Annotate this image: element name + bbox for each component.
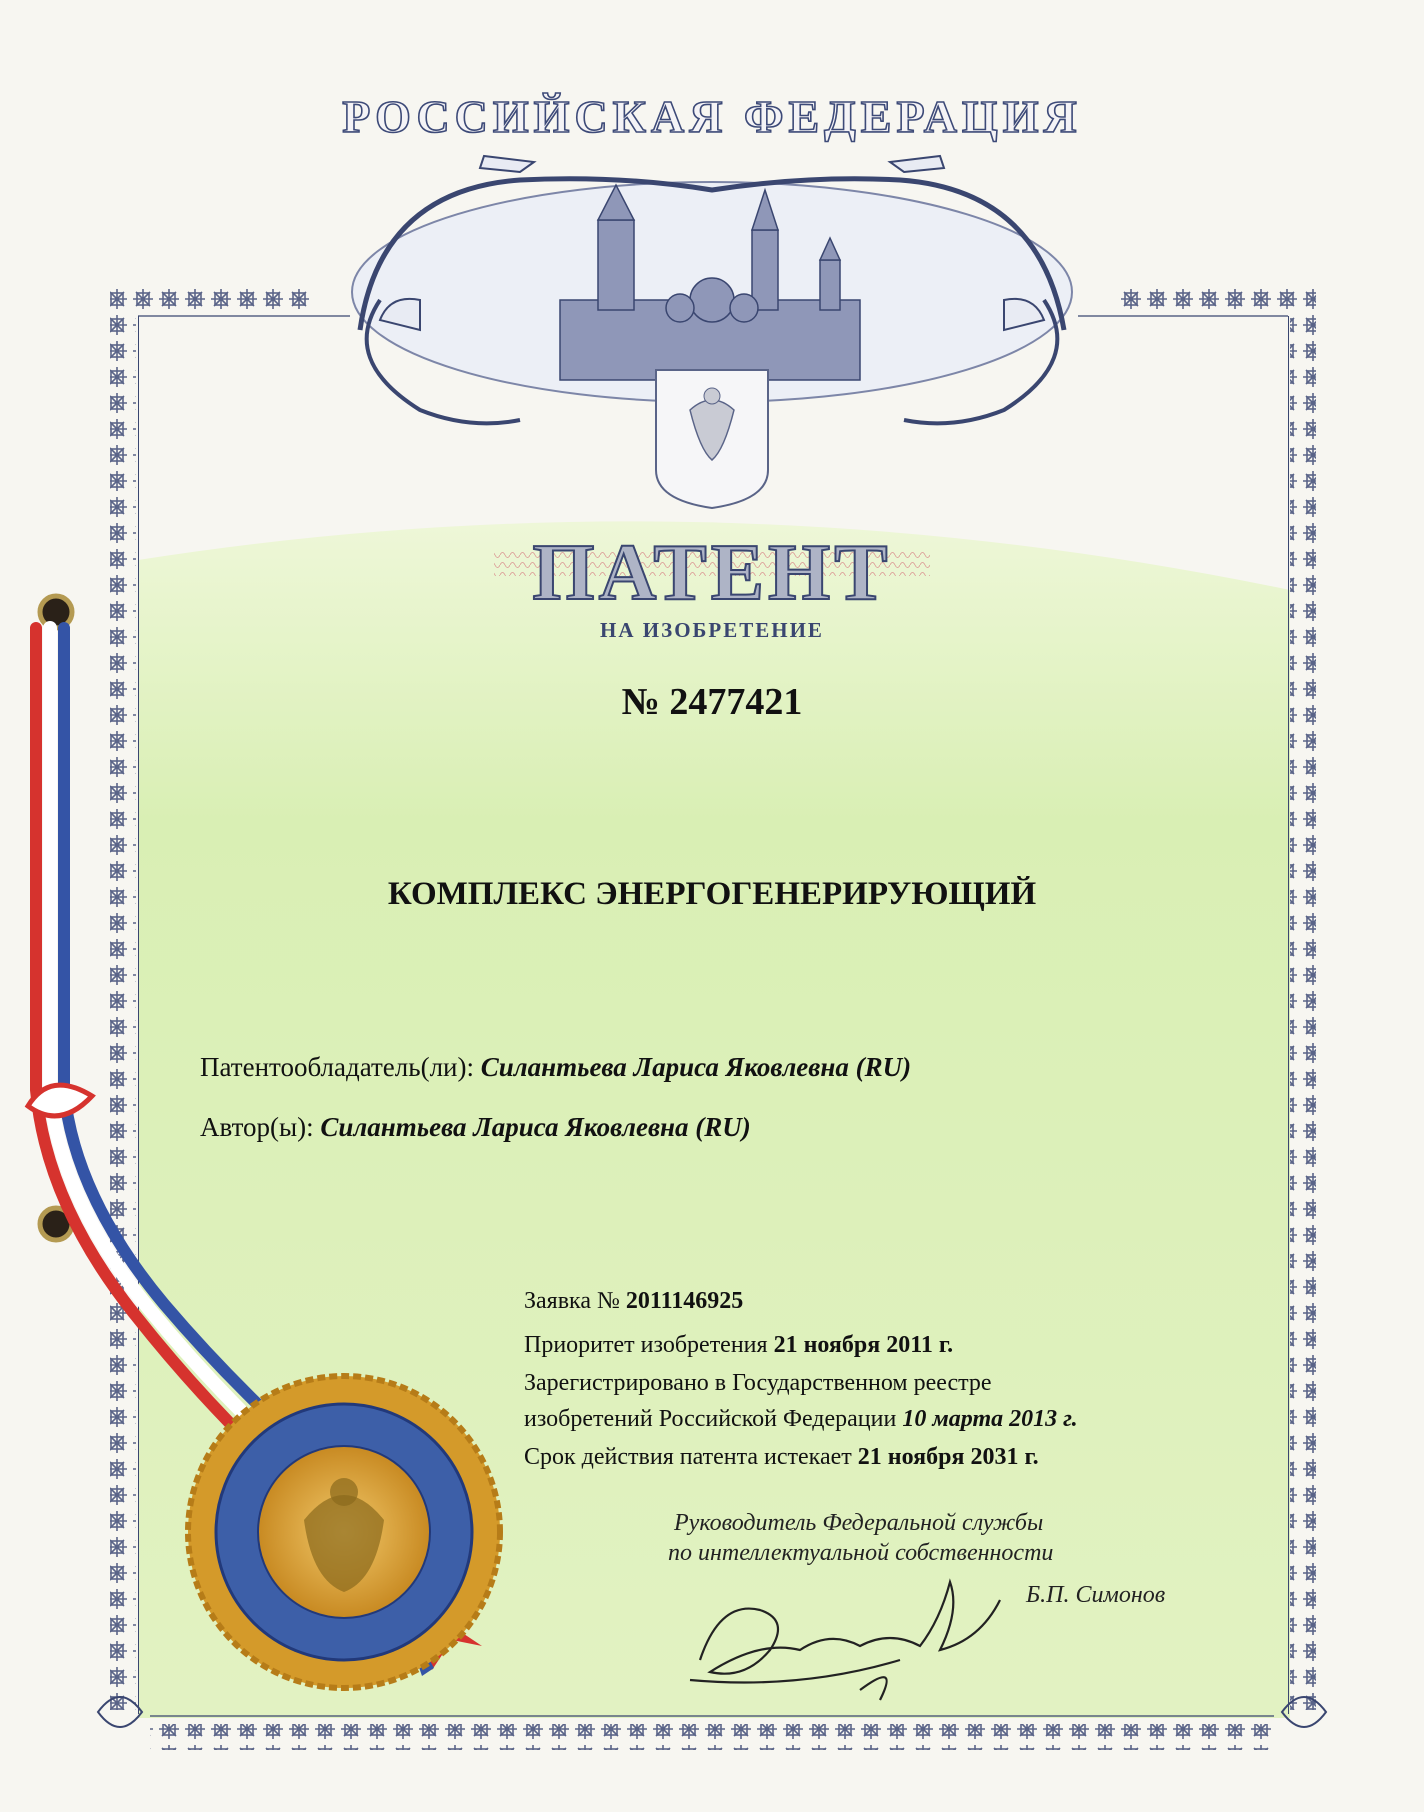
priority-line: [524, 1332, 953, 1359]
patent-holder-value: Силантьева Лариса Яковлевна (RU): [480, 1052, 912, 1082]
application-label: Заявка №: [524, 1288, 626, 1314]
coat-of-arms-shield: [656, 370, 768, 508]
country-title: РОССИЙСКАЯ ФЕДЕРАЦИЯ: [342, 91, 1082, 142]
expiry-date: 21 ноября 2031 г.: [857, 1444, 1039, 1470]
registration-date: 10 марта 2013 г.: [902, 1406, 1078, 1432]
registration-line-2: [524, 1406, 1078, 1433]
author-label: Автор(ы):: [200, 1112, 321, 1142]
patent-holder-line: [200, 1052, 911, 1083]
patent-number: № 2477421: [621, 681, 803, 723]
expiry-label: Срок действия патента истекает: [524, 1444, 858, 1470]
application-line: [524, 1288, 743, 1315]
signatory-name: Б.П. Симонов: [1026, 1582, 1166, 1608]
registration-line-1: Зарегистрировано в Государственном реестре: [524, 1370, 992, 1396]
expiry-line: [524, 1444, 1039, 1471]
signatory-position-1: Руководитель Федеральной службы: [674, 1510, 1044, 1536]
signatory-position-2: по интеллектуальной собственности: [668, 1540, 1054, 1566]
invention-title: КОМПЛЕКС ЭНЕРГОГЕНЕРИРУЮЩИЙ: [387, 876, 1037, 912]
author-value: Силантьева Лариса Яковлевна (RU): [320, 1112, 751, 1142]
rospatent-seal: [188, 1376, 500, 1688]
priority-date: 21 ноября 2011 г.: [773, 1332, 954, 1358]
application-number: 2011146925: [625, 1288, 744, 1314]
document-type-title: ПАТЕНТ: [532, 529, 892, 617]
priority-label: Приоритет изобретения: [524, 1332, 774, 1358]
patent-holder-label: Патентообладатель(ли):: [200, 1052, 481, 1082]
document-subtitle: НА ИЗОБРЕТЕНИЕ: [600, 618, 824, 642]
author-line: [200, 1112, 751, 1143]
registration-label: изобретений Российской Федерации: [524, 1406, 903, 1432]
